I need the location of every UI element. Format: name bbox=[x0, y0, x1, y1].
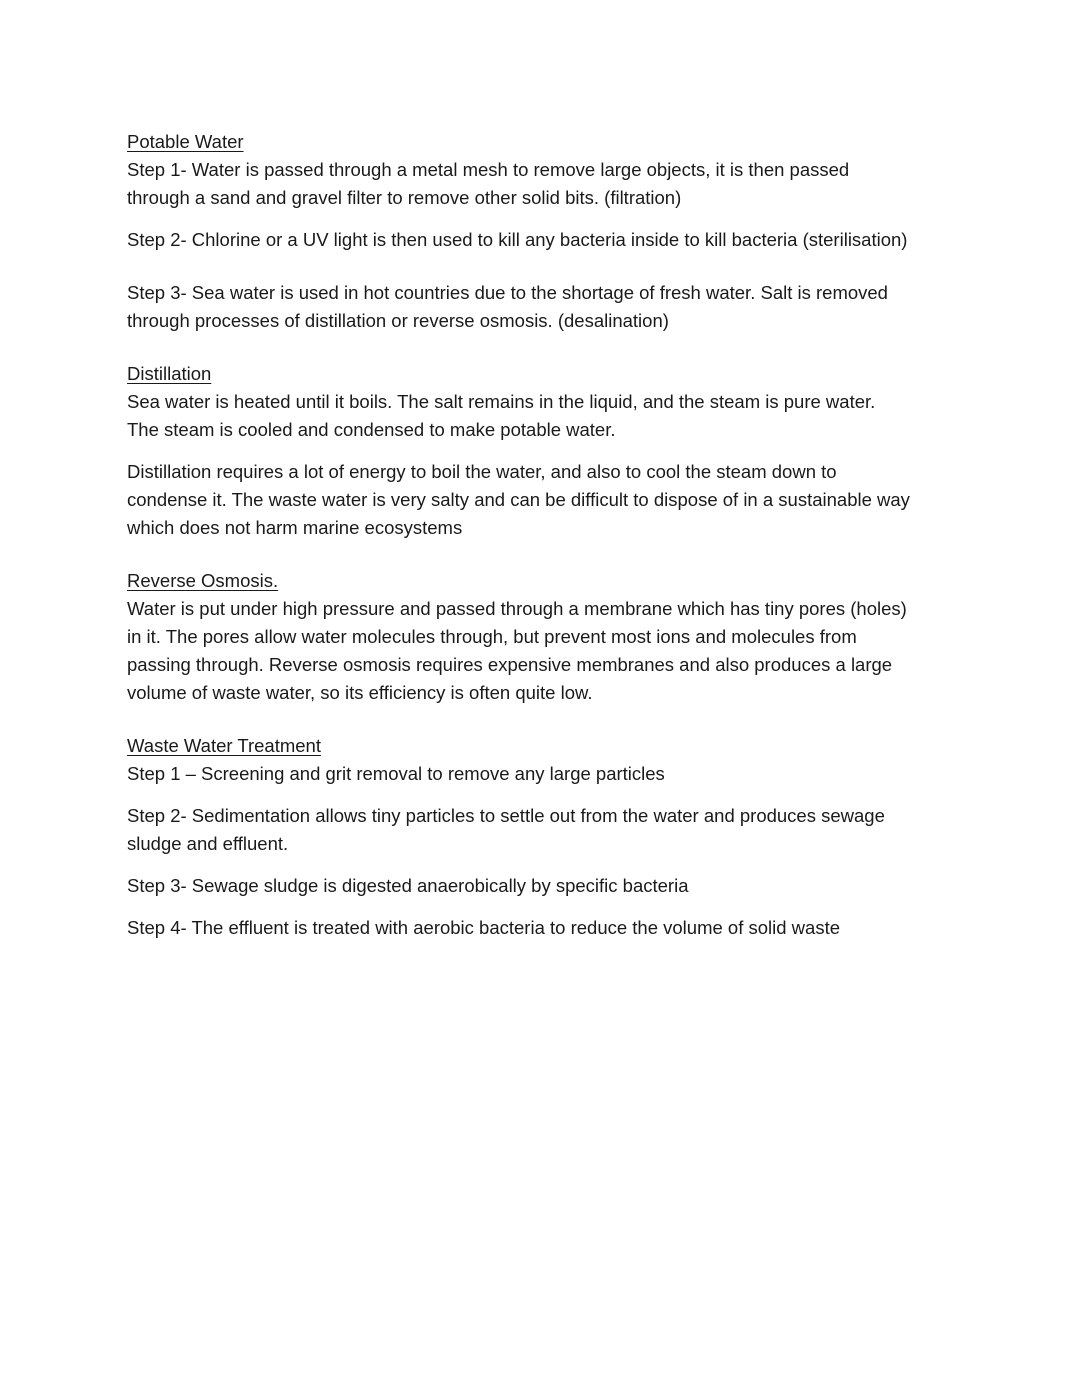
distillation-p2-line2: condense it. The waste water is very salty and can be difficult to dispose of in a sustainable way bbox=[127, 489, 910, 510]
heading-potable-water: Potable Water bbox=[127, 131, 244, 152]
reverse-osmosis-line4: volume of waste water, so its efficiency is often quite low. bbox=[127, 682, 593, 703]
waste-water-step3: Step 3- Sewage sludge is digested anaerobically by specific bacteria bbox=[127, 875, 689, 896]
heading-reverse-osmosis: Reverse Osmosis. bbox=[127, 570, 279, 591]
reverse-osmosis-line2: in it. The pores allow water molecules through, but prevent most ions and molecules from bbox=[127, 626, 857, 647]
heading-distillation: Distillation bbox=[127, 363, 212, 384]
potable-step1-line1: Step 1- Water is passed through a metal mesh to remove large objects, it is then passed bbox=[127, 159, 850, 180]
page-content bbox=[127, 128, 957, 942]
waste-water-step1: Step 1 – Screening and grit removal to remove any large particles bbox=[127, 763, 665, 784]
potable-step3-line2: through processes of distillation or reverse osmosis. (desalination) bbox=[127, 310, 669, 331]
section-potable-water bbox=[127, 128, 957, 335]
distillation-p2-line1: Distillation requires a lot of energy to boil the water, and also to cool the steam down to bbox=[127, 461, 837, 482]
reverse-osmosis-line1: Water is put under high pressure and passed through a membrane which has tiny pores (holes) bbox=[127, 598, 907, 619]
waste-water-step2-line1: Step 2- Sedimentation allows tiny particles to settle out from the water and produces sewage bbox=[127, 805, 885, 826]
heading-waste-water-treatment: Waste Water Treatment bbox=[127, 735, 321, 756]
potable-step2: Step 2- Chlorine or a UV light is then used to kill any bacteria inside to kill bacteria (sterilisation) bbox=[127, 229, 908, 250]
waste-water-step4: Step 4- The effluent is treated with aerobic bacteria to reduce the volume of solid waste bbox=[127, 917, 840, 938]
distillation-p1-line1: Sea water is heated until it boils. The salt remains in the liquid, and the steam is pure water. bbox=[127, 391, 876, 412]
distillation-p2-line3: which does not harm marine ecosystems bbox=[127, 517, 463, 538]
section-distillation bbox=[127, 360, 957, 542]
section-reverse-osmosis bbox=[127, 567, 957, 707]
reverse-osmosis-line3: passing through. Reverse osmosis requires expensive membranes and also produces a large bbox=[127, 654, 893, 675]
distillation-p1-line2: The steam is cooled and condensed to make potable water. bbox=[127, 419, 616, 440]
waste-water-step2-line2: sludge and effluent. bbox=[127, 833, 289, 854]
section-waste-water-treatment bbox=[127, 732, 957, 942]
potable-step1-line2: through a sand and gravel filter to remove other solid bits. (filtration) bbox=[127, 187, 682, 208]
potable-step3-line1: Step 3- Sea water is used in hot countries due to the shortage of fresh water. Salt is removed bbox=[127, 282, 888, 303]
